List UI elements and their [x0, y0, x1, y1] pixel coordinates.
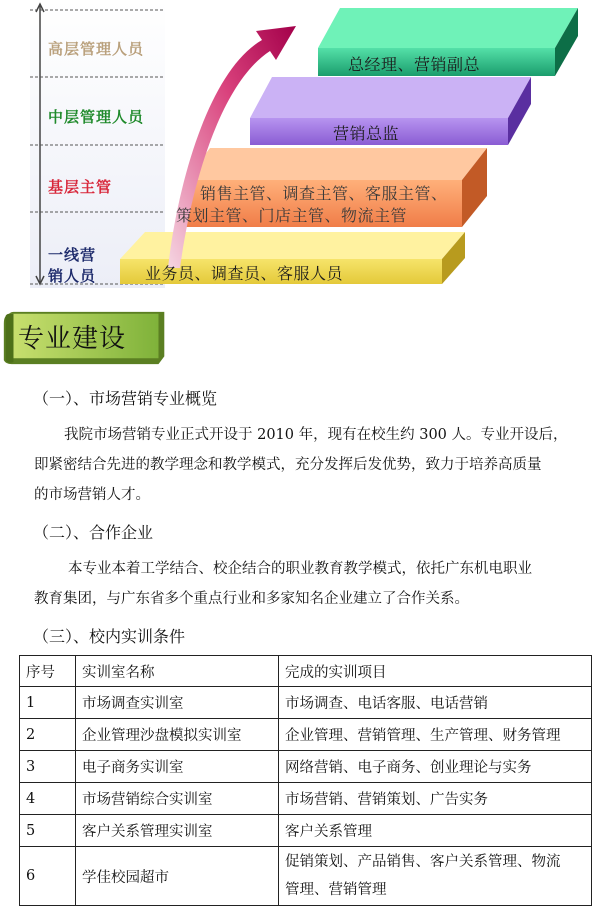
table-cell: 5	[20, 815, 76, 847]
section-heading-partners: （二）、合作企业	[33, 523, 154, 542]
section-paragraph-overview	[34, 420, 584, 510]
step-label-frontline: 业务员、调查员、客服人员	[145, 264, 344, 283]
level-label-frontline-2: 销人员	[48, 267, 97, 285]
growth-arrow-icon	[168, 26, 296, 268]
table-row	[20, 751, 592, 783]
banner-title: 专业建设	[18, 324, 127, 354]
table-cell: 网络营销、电子商务、创业理论与实务	[279, 751, 592, 783]
table-cell: 市场营销综合实训室	[76, 783, 279, 815]
paragraph-line: 教育集团，与广东省多个重点行业和多家知名企业建立了合作关系。	[34, 591, 469, 607]
table-cell-line: 促销策划、产品销售、客户关系管理、物流	[285, 854, 561, 870]
table-row	[20, 783, 592, 815]
table-cell: 2	[20, 719, 76, 751]
table-cell: 客户关系管理	[279, 815, 592, 847]
step-top-green	[318, 8, 578, 48]
paragraph-line: 即紧密结合先进的教学理念和教学模式，充分发挥后发优势，致力于培养高质量	[34, 457, 542, 473]
career-ladder-diagram	[0, 0, 593, 290]
table-cell: 学佳校园超市	[76, 847, 279, 906]
level-label-middle: 中层管理人员	[48, 108, 145, 126]
table-cell	[279, 847, 592, 906]
level-label-supervisor: 基层主管	[48, 178, 113, 196]
table-cell: 6	[20, 847, 76, 906]
table-cell: 客户关系管理实训室	[76, 815, 279, 847]
table-cell: 企业管理沙盘模拟实训室	[76, 719, 279, 751]
step-label-supervisors-line1: 销售主管、调查主管、客服主管、	[200, 184, 448, 203]
section-heading-facilities: （三）、校内实训条件	[33, 627, 186, 646]
table-cell: 市场调查实训室	[76, 687, 279, 719]
table-row	[20, 719, 592, 751]
table-cell: 企业管理、营销管理、生产管理、财务管理	[279, 719, 592, 751]
paragraph-line: 我院市场营销专业正式开设于 2010 年，现有在校生约 300 人。专业开设后，	[64, 427, 568, 443]
level-label-senior: 高层管理人员	[48, 40, 145, 58]
section-heading-overview: （一）、市场营销专业概览	[33, 389, 218, 408]
step-label-supervisors-line2: 策划主管、门店主管、物流主管	[176, 206, 408, 225]
paragraph-line: 的市场营销人才。	[34, 487, 150, 503]
training-rooms-table	[19, 655, 592, 906]
level-label-frontline-1: 一线营	[48, 246, 97, 264]
section-paragraph-partners	[34, 554, 584, 614]
table-cell: 1	[20, 687, 76, 719]
step-top-orange	[185, 148, 487, 180]
table-row	[20, 847, 592, 906]
paragraph-line: 本专业本着工学结合、校企结合的职业教育教学模式，依托广东机电职业	[68, 561, 532, 577]
table-cell: 3	[20, 751, 76, 783]
table-row	[20, 815, 592, 847]
step-top-purple	[250, 77, 531, 118]
table-cell: 4	[20, 783, 76, 815]
table-header-row	[20, 656, 592, 687]
table-cell: 市场营销、营销策划、广告实务	[279, 783, 592, 815]
table-header-cell: 实训室名称	[76, 656, 279, 687]
table-cell-line: 管理、营销管理	[285, 882, 387, 898]
step-label-top-management: 总经理、营销副总	[348, 55, 481, 74]
step-label-marketing-director: 营销总监	[333, 124, 400, 143]
table-cell: 市场调查、电话客服、电话营销	[279, 687, 592, 719]
table-header-cell: 完成的实训项目	[279, 656, 592, 687]
table-cell: 电子商务实训室	[76, 751, 279, 783]
table-header-cell: 序号	[20, 656, 76, 687]
table-row	[20, 687, 592, 719]
